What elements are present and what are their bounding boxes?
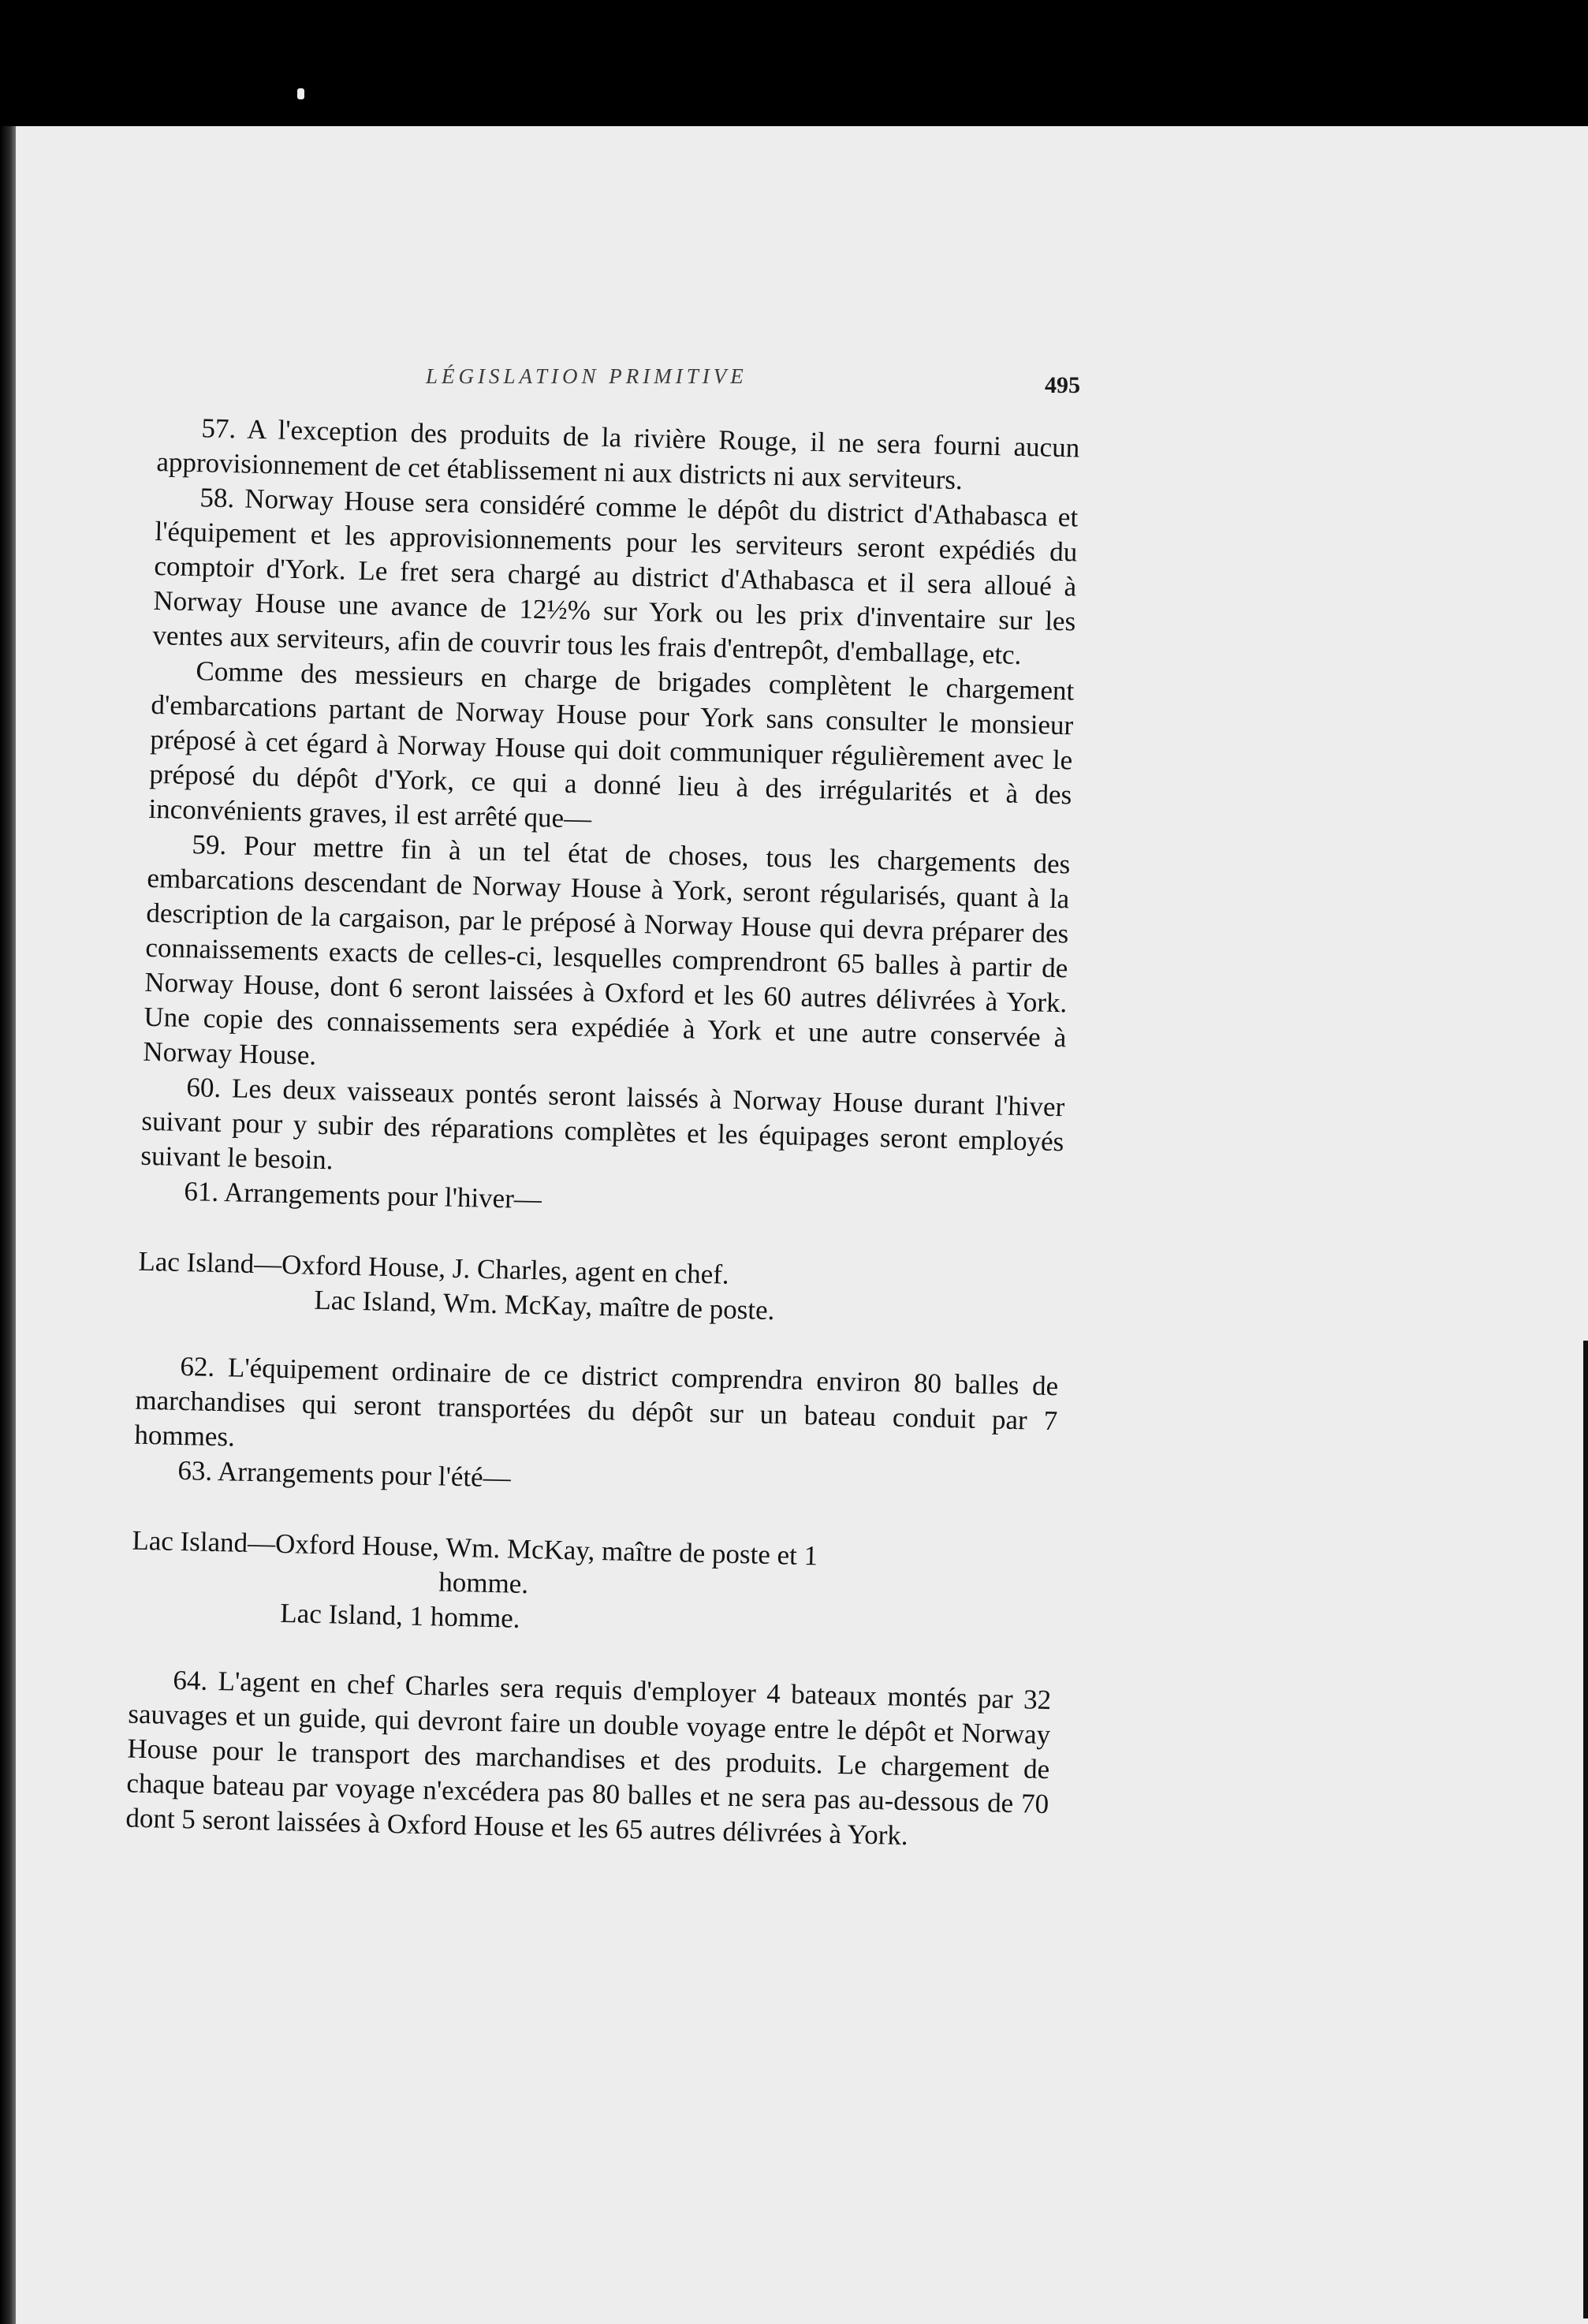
document-body [125, 410, 1080, 1856]
page-header [166, 364, 1080, 404]
page-number: 495 [1045, 372, 1080, 398]
winter-arrangement-line: Lac Island—Oxford House, J. Charles, agent en chef. [138, 1245, 730, 1290]
running-head: LÉGISLATION PRIMITIVE [426, 364, 747, 388]
article-61: 61. Arrangements pour l'hiver— [184, 1176, 542, 1215]
article-63: 63. Arrangements pour l'été— [177, 1454, 512, 1494]
winter-arrangements [137, 1244, 1061, 1335]
winter-arrangement-line: Lac Island, Wm. McKay, maître de poste. [314, 1284, 775, 1326]
article-58: 58. Norway House sera considéré comme le dépôt du district d'Athabasca et l'équipement et les approvisionnements pour les serviteurs seront expédiés du comptoir d'York. Le fret sera chargé au district d'Athabasca et il sera alloué à Norway House une avance de 12½% sur York ou les prix d'inventaire sur les ventes aux serviteurs, afin de couvrir tous les frais d'entrepôt, d'emballage, etc. [152, 482, 1079, 670]
scan-right-edge [1583, 1341, 1588, 2318]
article-62: 62. L'équipement ordinaire de ce district comprendra environ 80 balles de marchandises qui seront transportées du dépôt sur un bateau conduit par 7 hommes. [134, 1350, 1059, 1453]
summer-arrangement-line: homme. [438, 1566, 529, 1600]
article-59: 59. Pour mettre fin à un tel état de choses, tous les chargements des embarcations descendant de Norway House à York, seront régularisés, quant à la description de la cargaison, par le préposé à Norway House qui devra préparer des connaissements exacts de celles-ci, lesquelles comprendront 65 balles à partir de Norway House, dont 6 seront laissées à Oxford et les 60 autres délivrées à York. Une copie des connaissements sera expédiée à York et une autre conservée à Norway House. [143, 829, 1071, 1071]
summer-arrangement-line: Lac Island, 1 homme. [279, 1597, 521, 1634]
scan-dust-speck [297, 88, 304, 99]
article-64: 64. L'agent en chef Charles sera requis d'employer 4 bateaux montés par 32 sauvages et un guide, qui devront faire un double voyage entre le dépôt et Norway House pour le transport des marchandises et des produits. Le chargement de chaque bateau par voyage n'excédera pas 80 balles et ne sera pas au-dessous de 70 dont 5 seront laissées à Oxford House et les 65 autres délivrées à York. [125, 1664, 1052, 1852]
summer-arrangements [130, 1524, 1055, 1649]
paragraph-comme: Comme des messieurs en charge de brigades complètent le chargement d'embarcations partant de Norway House pour York sans consulter le monsieur préposé à cet égard à Norway House qui doit communiquer régulièrement avec le préposé du dépôt d'York, ce qui a donné lieu à des irrégularités et à des inconvénients graves, il est arrêté que— [148, 655, 1075, 834]
article-60: 60. Les deux vaisseaux pontés seront laissés à Norway House durant l'hiver suivant pour y subir des réparations complètes et les équipages seront employés suivant le besoin. [140, 1072, 1065, 1176]
article-57: 57. A l'exception des produits de la rivière Rouge, il ne sera fourni aucun approvisionnement de cet établissement ni aux districts ni aux serviteurs. [156, 412, 1080, 496]
summer-arrangement-line: Lac Island—Oxford House, Wm. McKay, maître de poste et 1 [132, 1524, 818, 1572]
